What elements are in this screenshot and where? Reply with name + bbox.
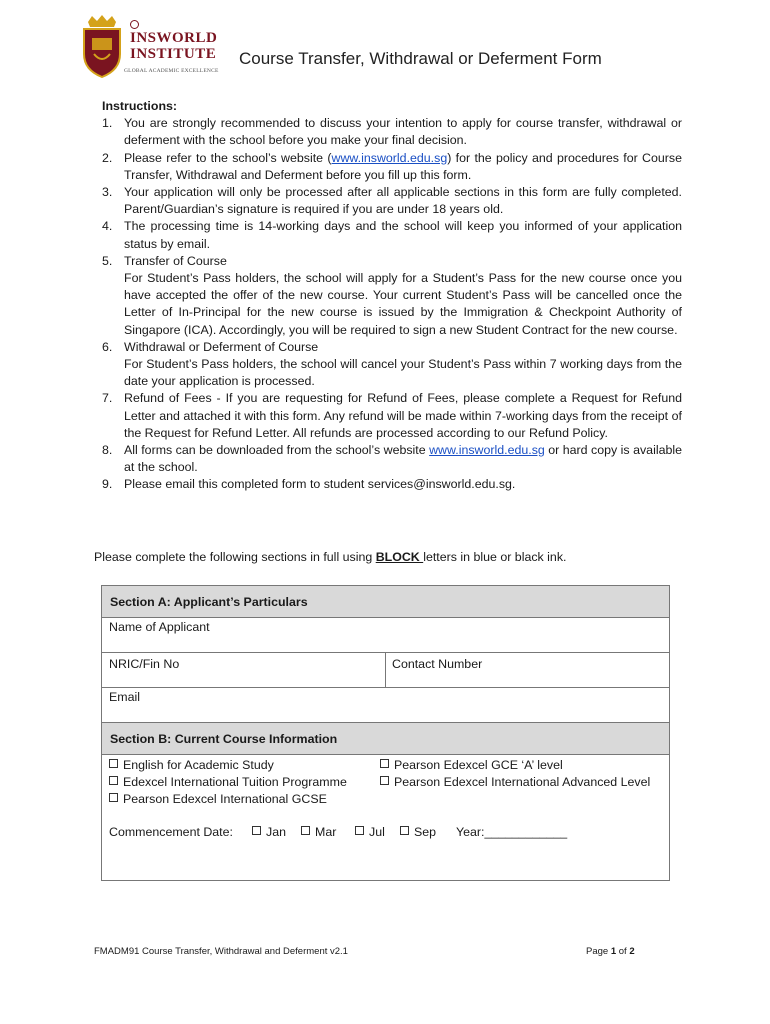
year-field[interactable]: Year:____________ bbox=[456, 825, 568, 839]
contact-field[interactable] bbox=[386, 653, 482, 687]
list-item: 1. You are strongly recommended to discuss your intention to apply for course transfer, withdrawal or deferment with the school before you make your final decision. bbox=[102, 116, 682, 148]
list-item: 3. Your application will only be processed after all applicable sections in this form are fully completed. Parent/Guardian’s signature is required if you are under 18 years old. bbox=[102, 185, 682, 217]
footer-page-number: Page 1 of 2 bbox=[586, 946, 635, 957]
logo-line2: INSTITUTE bbox=[130, 46, 217, 62]
completion-note: Please complete the following sections in full using BLOCK letters in blue or black ink. bbox=[94, 550, 567, 564]
section-a-header: Section A: Applicant’s Particulars bbox=[102, 586, 669, 618]
logo-tagline: GLOBAL ACADEMIC EXCELLENCE bbox=[124, 68, 219, 74]
section-b-header: Section B: Current Course Information bbox=[102, 723, 669, 755]
website-link[interactable]: www.insworld.edu.sg bbox=[429, 443, 545, 458]
crest-icon bbox=[80, 14, 124, 78]
checkbox-icon[interactable] bbox=[380, 776, 389, 785]
month-mar[interactable]: Mar bbox=[301, 825, 336, 839]
list-item: 2. Please refer to the school’s website (www.insworld.edu.sg) for the policy and procedures for Course Transfer, Withdrawal and Deferment before you fill up this form. bbox=[102, 150, 682, 182]
page-title: Course Transfer, Withdrawal or Deferment Form bbox=[239, 49, 602, 68]
option-igcse[interactable]: Pearson Edexcel International GCSE bbox=[109, 792, 327, 806]
email-field[interactable] bbox=[102, 688, 669, 723]
course-options bbox=[102, 755, 669, 880]
website-link[interactable]: www.insworld.edu.sg bbox=[331, 150, 448, 165]
footer-doc-id: FMADM91 Course Transfer, Withdrawal and Deferment v2.1 bbox=[94, 946, 348, 957]
checkbox-icon[interactable] bbox=[355, 826, 364, 835]
contact-label: Contact Number bbox=[392, 657, 483, 671]
checkbox-icon[interactable] bbox=[400, 826, 409, 835]
nric-field[interactable] bbox=[102, 653, 386, 687]
nric-label: NRIC/Fin No bbox=[109, 657, 180, 671]
email-label: Email bbox=[109, 690, 140, 704]
list-item: 5. Transfer of Course For Student’s Pass holders, the school will apply for a Student’s Pass for the new course once you have accepted the offer of the new course. Your current Student’s Pass will be cancelled once the Letter of In-Principal for the new course is issued by the Immigration & Checkpoint Authority of Singapore (ICA). Accordingly, you will be required to sign a new Student Contract for the new course. bbox=[102, 253, 682, 337]
list-item: 6. Withdrawal or Deferment of Course For Student’s Pass holders, the school will cancel your Student’s Pass within 7 working days from the date your application is processed. bbox=[102, 339, 682, 389]
list-item: 8. All forms can be downloaded from the school’s website www.insworld.edu.sg or hard copy is available at the school. bbox=[102, 443, 682, 475]
option-english-academic[interactable]: English for Academic Study bbox=[109, 758, 274, 772]
month-sep[interactable]: Sep bbox=[400, 825, 436, 839]
checkbox-icon[interactable] bbox=[109, 759, 118, 768]
option-ial[interactable]: Pearson Edexcel International Advanced Level bbox=[380, 775, 650, 789]
checkbox-icon[interactable] bbox=[252, 826, 261, 835]
checkbox-icon[interactable] bbox=[380, 759, 389, 768]
instructions-heading: Instructions: bbox=[102, 99, 178, 113]
month-jul[interactable]: Jul bbox=[355, 825, 385, 839]
option-edexcel-tuition[interactable]: Edexcel International Tuition Programme bbox=[109, 775, 347, 789]
checkbox-icon[interactable] bbox=[301, 826, 310, 835]
application-form-table bbox=[101, 585, 670, 881]
checkbox-icon[interactable] bbox=[109, 776, 118, 785]
logo-line1: INSWORLD bbox=[130, 30, 218, 46]
option-gce-a-level[interactable]: Pearson Edexcel GCE ‘A’ level bbox=[380, 758, 563, 772]
nric-contact-row bbox=[102, 653, 669, 688]
instructions-list bbox=[102, 115, 682, 493]
list-item: 7. Refund of Fees - If you are requesting for Refund of Fees, please complete a Request for Refund Letter and attached it with this form. Any refund will be made within 7-working days from the receipt of the Request for Refund Letter. All refunds are processed according to our Refund Policy. bbox=[102, 391, 682, 440]
name-label: Name of Applicant bbox=[109, 620, 210, 634]
name-field[interactable] bbox=[102, 618, 669, 653]
commencement-label: Commencement Date: bbox=[109, 825, 233, 839]
list-item: 9. Please email this completed form to student services@insworld.edu.sg. bbox=[102, 477, 516, 492]
logo-mark-icon bbox=[130, 20, 139, 29]
month-jan[interactable]: Jan bbox=[252, 825, 286, 839]
checkbox-icon[interactable] bbox=[109, 793, 118, 802]
list-item: 4. The processing time is 14-working days and the school will keep you informed of your application status by email. bbox=[102, 219, 682, 251]
insworld-logo bbox=[80, 14, 220, 80]
instructions bbox=[102, 98, 682, 494]
